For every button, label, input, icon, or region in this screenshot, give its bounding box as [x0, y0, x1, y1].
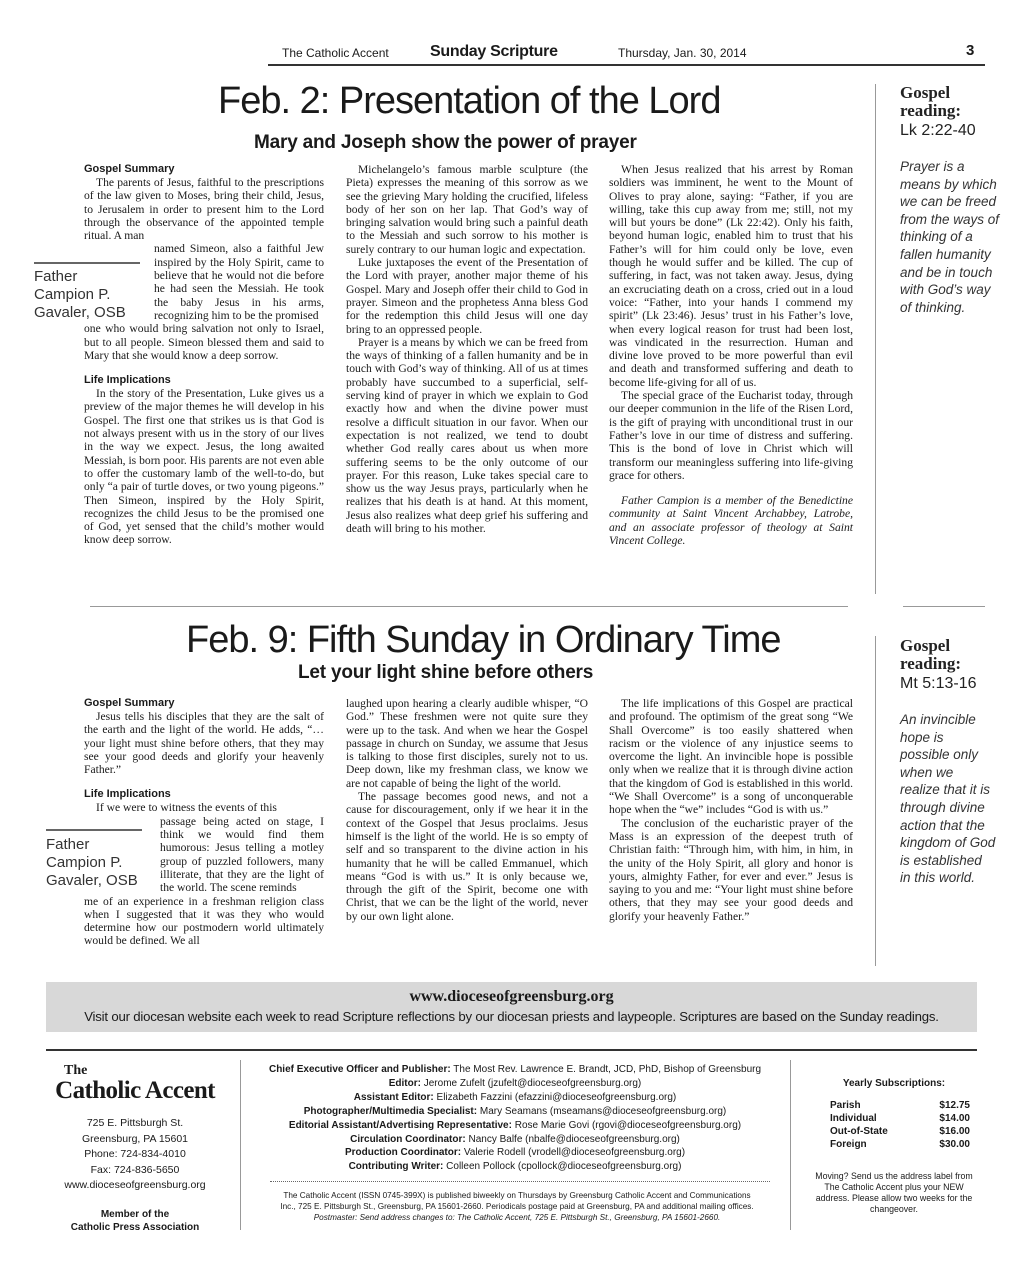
article1-col3-p2: The special grace of the Eucharist today, through our deeper communion in the life of the Risen Lord, is the gift of praying with unconditional trust in our Father’s love in our time of distress and suffering. This is the bond of love in Christ which will transform our meaningless suffering into life-giving grace for others. [609, 389, 853, 482]
address-line: Greensburg, PA 15601 [81, 1132, 189, 1145]
article1-col2-p2: Luke juxtaposes the event of the Presentation of the Lord with prayer, another major theme of his Gospel. Mary and Joseph offer their child to God in prayer. Simeon and the prophetess Anna bless God for the redemption this child Jesus will one day bring to an oppressed people. [346, 256, 588, 336]
website-link[interactable]: www.dioceseofgreensburg.org [64, 1179, 206, 1191]
legal-notice [262, 1190, 772, 1223]
credit-line: Editorial Assistant/Advertising Representative: Rose Marie Govi (rgovi@dioceseofgreensburg.org) [288, 1119, 742, 1131]
credit-line: Contributing Writer: Colleen Pollock (cpollock@dioceseofgreensburg.org) [348, 1161, 682, 1173]
masthead-credits [250, 1063, 780, 1174]
article2-author-rule [46, 829, 142, 831]
masthead-right-divider [790, 1060, 791, 1230]
member-line: Catholic Press Association [70, 1221, 200, 1233]
legal-line: Postmaster: Send address changes to: The Catholic Accent, 725 E. Pittsburgh St., Greensburg, PA 15601-2660. [313, 1213, 721, 1222]
credit-line: Chief Executive Officer and Publisher: The Most Rev. Lawrence E. Brandt, JCD, PhD, Bishop of Greensburg [268, 1064, 762, 1075]
article2-col1 [84, 697, 324, 948]
life-implications-heading: Life Implications [84, 788, 171, 801]
article1-col2-p1: Michelangelo’s famous marble sculpture (the Pieta) expresses the meaning of this sorrow as we see the grieving Mary holding the crucified, lifeless body of her son on her lap. That God’s way of bringing salvation would bring such a painful death to the Messiah and such sorrow to his mother is surely contrary to our human logic and expectation. [346, 163, 588, 256]
gospel-reference: Mt 5:13-16 [900, 675, 977, 692]
article1-col1-wrap: named Simeon, also a faithful Jew inspired by the Holy Spirit, came to believe that he would not die before he had seen the Messiah. He took the baby Jesus in his arms, recognizing him to be the promised [154, 242, 324, 322]
article1-col3-p1: When Jesus realized that his arrest by Roman soldiers was imminent, he went to the Mount of Olives to pray alone, saying: “Father, if you are willing, take this cup away from me; still, not my will but yours be done” (Lk 22:42). Only his faith, beyond human logic, enabled him to trust that his Father’s will for him could only be love, even though he would suffer and be killed. The cup of suffering, in fact, was not taken away. Jesus, dying an excruciating death on a cross, cried out in a loud voice: “Father, into your hands I commend my spirit” (Lk 23:46). Jesus’ trust in his Father’s love, when every logical reason for trust had been lost, was vindicated in the resurrection. Human and divine love proved to be more powerful than evil and death and transformed suffering and death to become life-giving for all of us. [609, 163, 853, 389]
legal-line: The Catholic Accent (ISSN 0745-399X) is published biweekly on Thursdays by Greensburg Catholic Accent and Communications [283, 1191, 751, 1200]
header-publication: The Catholic Accent [282, 46, 389, 60]
masthead-left-divider [240, 1060, 241, 1230]
banner-url[interactable]: www.dioceseofgreensburg.org [409, 988, 614, 1005]
fax: Fax: 724-836-5650 [90, 1163, 180, 1176]
article1-col2-p3: Prayer is a means by which we can be freed from the ways of thinking of a fallen humanity and be in touch with God’s way of thinking. All of us at times probably have succumbed to a superficial, self-serving kind of prayer in which we explain to God exactly how and when the divine power must resolve a difficult situation in our favor. When our expectation is not realized, we tend to doubt whether God really cares about us when more suffering seems to be the only outcome of our prayer. For this reason, Luke takes special care to show us the way Jesus prays, particularly when he realizes that his death is at hand. At this moment, Jesus also realizes what deep grief his suffering and death will bring to his mother. [346, 335, 588, 536]
gospel-reference: Lk 2:22-40 [900, 122, 976, 139]
article1-col1-bottom: one who would bring salvation not only to Israel, but to all people. Simeon blessed them and said to Mary that she would know a deep sorrow. [84, 322, 324, 362]
logo-main: Catholic Accent [55, 1077, 215, 1104]
author-line: Gavaler, OSB [46, 872, 138, 889]
article2-author [46, 836, 138, 890]
logo-small: The [64, 1063, 88, 1078]
address-line: 725 E. Pittsburgh St. [86, 1117, 184, 1129]
credit-line: Assistant Editor: Elizabeth Fazzini (efazzini@dioceseofgreensburg.org) [353, 1091, 677, 1103]
pull-quote: Prayer is a means by which we can be freed from the ways of thinking of a fallen humanity and be in touch with God’s way of thinking. [900, 159, 1000, 315]
article2-col1-top: If we were to witness the events of this [96, 801, 277, 815]
article1-col2 [346, 163, 588, 535]
sidebar-divider [903, 606, 985, 607]
header-section: Sunday Scripture [430, 43, 558, 60]
author-line: Father [34, 268, 78, 285]
subscriptions [812, 1078, 976, 1215]
article1-author [34, 268, 126, 322]
article2-subtitle: Let your light shine before others [298, 662, 594, 683]
pull-quote: An invincible hope is possible only when we realize that it is through divine action that the kingdom of God is established in this world. [900, 712, 996, 886]
subscription-row: Parish $12.75 [830, 1100, 970, 1111]
article2-col3-p2: The conclusion of the eucharistic prayer of the Mass is an expression of the deepest truth of Christian faith: “Through him, with him, in him, in the unity of the Holy Spirit, all glory and honor is yours, almighty Father, for ever and ever.” Jesus is saying to you and me: “Your light must shine before others, that they may see your good deeds and glorify your heavenly Father.” [609, 816, 853, 923]
page-number: 3 [966, 42, 975, 59]
header-rule [268, 64, 985, 66]
credits-dotted-rule [270, 1181, 770, 1182]
article1-col1 [84, 163, 324, 547]
member-note [46, 1208, 224, 1234]
article2-col1-wrap: passage being acted on stage, I think we would find them humorous: Jesus telling a motley group of puzzled followers, many illiterate, that they are the light of the world. The scene reminds [160, 814, 324, 895]
article1-col3 [609, 163, 853, 547]
article-divider [90, 606, 848, 607]
gospel-reading-heading: Gospel reading: [900, 83, 962, 120]
article2-col1-p1: Jesus tells his disciples that they are the salt of the earth and the light of the world. He adds, “… your light must shine before others, that they may see your good deeds and glorify your heavenly Father.” [84, 710, 324, 777]
article2-col3-p1: The life implications of this Gospel are practical and profound. The optimism of the great song “We Shall Overcome” is too easily shattered when racism or the violence of any injustice seems to overcome the light. An invincible hope is possible only when we realize that it is through divine action that the kingdom of God is established in this world. “We Shall Overcome” is a song of unconquerable hope when the “we” includes “God is with us.” [609, 697, 853, 817]
life-implications-heading: Life Implications [84, 374, 171, 387]
author-line: Campion P. [46, 854, 123, 871]
subscription-row: Individual $14.00 [830, 1113, 970, 1124]
article1-title: Feb. 2: Presentation of the Lord [218, 80, 721, 122]
credit-line: Production Coordinator: Valerie Rodell (vrodell@dioceseofgreensburg.org) [344, 1147, 686, 1159]
article2-col1-wrap-block [160, 815, 324, 895]
member-line: Member of the [100, 1208, 170, 1220]
article2-col2-p1: laughed upon hearing a clearly audible whisper, “O God.” These freshmen were not quite sure they were up to the task. And when we hear the Gospel passage in church on Sunday, we assume that Jesus is talking to those first disciples, surely not to us. Deep down, like my freshman class, we know we are not capable of being the light of the world. [346, 697, 588, 790]
masthead-address [46, 1116, 224, 1194]
subscription-row: Out-of-State $16.00 [830, 1126, 970, 1137]
article1-col1-p2: In the story of the Presentation, Luke gives us a preview of the major themes he will develop in his Gospel. The first one that strikes us is that God is not always present with us in the story of our lives in the way we expect. Jesus, the long awaited Messiah, is born poor. His parents are not even able to offer the customary lamb of the well-to-do, but only “a pair of turtle doves, or two young pigeons.” Then Simeon, inspired by the Holy Spirit, recognizes the child Jesus to be the promised one of God, yet sensed that the child’s mother would know deep sorrow. [84, 387, 324, 547]
credit-line: Photographer/Multimedia Specialist: Mary Seamans (mseamans@dioceseofgreensburg.org) [303, 1105, 727, 1117]
masthead-left [46, 1064, 224, 1234]
moving-note: Moving? Send us the address label from The Catholic Accent plus your NEW address. Please allow two weeks for the changeover. [815, 1171, 973, 1214]
article1-sidebar [900, 84, 1000, 316]
article1-author-rule [34, 262, 140, 264]
article2-title: Feb. 9: Fifth Sunday in Ordinary Time [186, 619, 781, 661]
article2-col2-p2: The passage becomes good news, and not a cause for discouragement, only if we hear it in the context of the Gospel that Jesus proclaims. Jesus himself is the light of the world. He is so empty of self and so transparent to the divine action in his humanity that he will be called Emmanuel, which means “God is with us.” It is only because we, through the gift of the Spirit, become one with Christ, that we can be the light of the world, never by our own light alone. [346, 790, 588, 923]
subscription-table [830, 1099, 970, 1151]
article1-author-bio: Father Campion is a member of the Benedictine community at Saint Vincent Archabbey, Latrobe, and an associate professor of theology at Saint Vincent College. [609, 494, 853, 548]
article1-col1-wrap-block [154, 242, 324, 322]
gospel-summary-heading: Gospel Summary [84, 697, 175, 709]
legal-line: Inc., 725 E. Pittsburgh St., Greensburg, PA 15601-2660. Periodicals postage paid at Greensburg, PA and additional mailing offices. [280, 1202, 754, 1211]
author-line: Gavaler, OSB [34, 304, 126, 321]
author-line: Campion P. [34, 286, 111, 303]
masthead-top-rule [46, 1049, 977, 1051]
article1-sidebar-divider [875, 84, 876, 594]
article2-sidebar-divider [875, 636, 876, 966]
credit-line: Circulation Coordinator: Nancy Balfe (nbalfe@dioceseofgreensburg.org) [350, 1133, 680, 1145]
article2-col3 [609, 697, 853, 923]
article2-col2 [346, 697, 588, 923]
banner-text: Visit our diocesan website each week to read Scripture reflections by our diocesan priests and laypeople. Scriptures are based on the Sunday readings. [84, 1009, 939, 1024]
article1-subtitle: Mary and Joseph show the power of prayer [254, 132, 637, 153]
article1-col1-top: The parents of Jesus, faithful to the prescriptions of the law given to Moses, bring their child, Jesus, to Jerusalem in order to present him to the Lord through the observance of the appointed temple ritual. A man [84, 176, 324, 243]
author-line: Father [46, 836, 90, 853]
credit-line: Editor: Jerome Zufelt (jzufelt@dioceseofgreensburg.org) [388, 1077, 642, 1089]
article2-col1-bottom: me of an experience in a freshman religion class when I suggested that it was they who would determine how our postmodern world ultimately would be defined. We all [84, 894, 324, 948]
article2-sidebar [900, 637, 1012, 887]
header-date: Thursday, Jan. 30, 2014 [618, 46, 747, 60]
phone: Phone: 724-834-4010 [84, 1148, 186, 1160]
gospel-summary-heading: Gospel Summary [84, 163, 175, 175]
website-banner [46, 982, 977, 1032]
gospel-reading-heading: Gospel reading: [900, 636, 962, 673]
subscriptions-heading: Yearly Subscriptions: [842, 1078, 946, 1089]
subscription-row: Foreign $30.00 [830, 1139, 970, 1150]
